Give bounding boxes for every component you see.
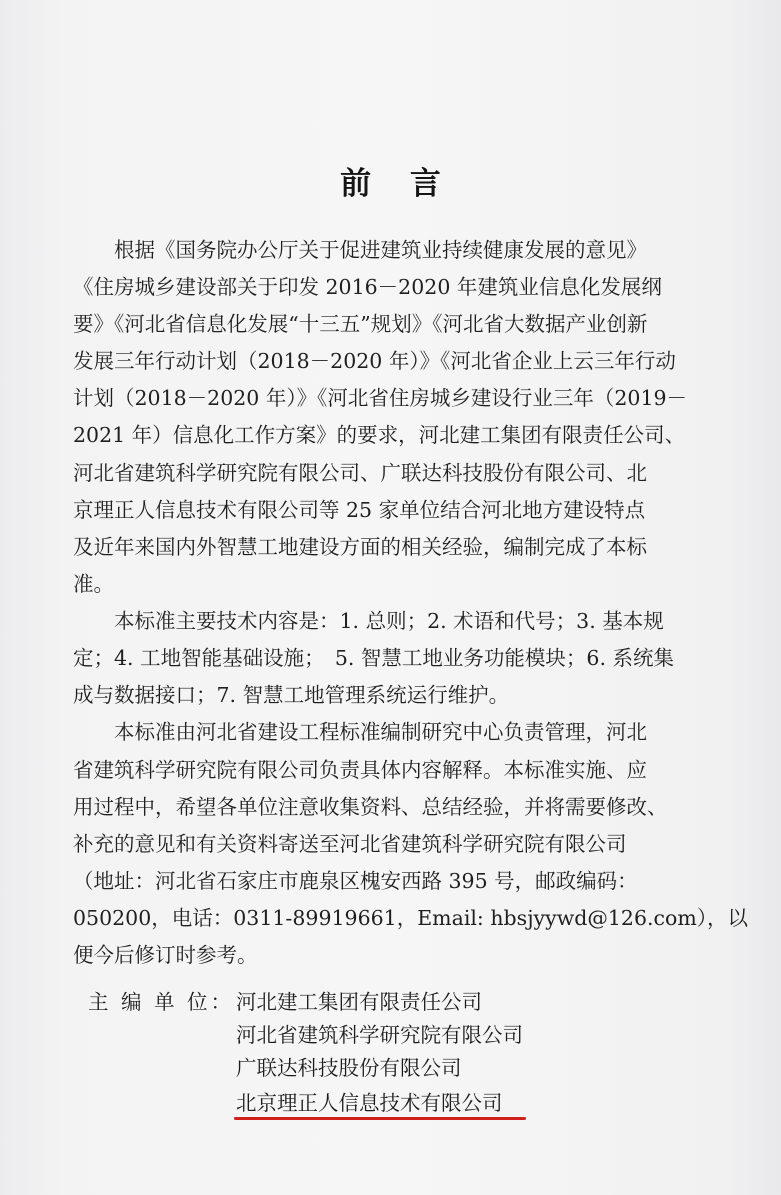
text-line: 2021 年）信息化工作方案》的要求，河北建工集团有限责任公司、 xyxy=(73,423,686,447)
text-line: 定；4. 工地智能基础设施； 5. 智慧工地业务功能模块；6. 系统集 xyxy=(73,646,674,670)
text-line: 准。 xyxy=(73,572,114,596)
page-title: 前 言 xyxy=(340,166,455,202)
text-line: 省建筑科学研究院有限公司负责具体内容解释。本标准实施、应 xyxy=(73,758,647,782)
text-line: 补充的意见和有关资料寄送至河北省建筑科学研究院有限公司 xyxy=(73,832,627,856)
chief-editor-label: 主 编 单 位： xyxy=(88,990,235,1014)
text-line: 计划（2018－2020 年）》《河北省住房城乡建设行业三年（2019－ xyxy=(73,386,688,410)
text-line: 要》《河北省信息化发展“十三五”规划》《河北省大数据产业创新 xyxy=(73,312,648,336)
text-line: 本标准主要技术内容是：1. 总则；2. 术语和代号；3. 基本规 xyxy=(73,609,664,633)
text-line: 京理正人信息技术有限公司等 25 家单位结合河北地方建设特点 xyxy=(73,498,646,522)
text-line: 050200，电话：0311-89919661，Email: hbsjyywd@126.com），以 xyxy=(73,906,749,930)
chief-editor-unit: 广联达科技股份有限公司 xyxy=(236,1056,462,1080)
text-line: 及近年来国内外智慧工地建设方面的相关经验，编制完成了本标 xyxy=(73,535,647,559)
red-underline-highlight xyxy=(234,1117,526,1120)
text-line: 便今后修订时参考。 xyxy=(73,943,258,967)
chief-editor-unit: 河北省建筑科学研究院有限公司 xyxy=(236,1023,523,1047)
text-line: 河北省建筑科学研究院有限公司、广联达科技股份有限公司、北 xyxy=(73,461,647,485)
text-line: 成与数据接口；7. 智慧工地管理系统运行维护。 xyxy=(73,683,510,707)
text-line: 用过程中，希望各单位注意收集资料、总结经验，并将需要修改、 xyxy=(73,795,668,819)
text-line: 本标准由河北省建设工程标准编制研究中心负责管理，河北 xyxy=(73,720,647,744)
text-line: （地址：河北省石家庄市鹿泉区槐安西路 395 号，邮政编码： xyxy=(73,869,638,893)
text-line: 发展三年行动计划（2018－2020 年）》《河北省企业上云三年行动 xyxy=(73,349,676,373)
chief-editor-unit-highlighted: 北京理正人信息技术有限公司 xyxy=(236,1091,503,1115)
chief-editor-unit: 河北建工集团有限责任公司 xyxy=(236,990,482,1014)
text-line: 《住房城乡建设部关于印发 2016－2020 年建筑业信息化发展纲 xyxy=(73,275,662,299)
text-line: 根据《国务院办公厅关于促进建筑业持续健康发展的意见》 xyxy=(73,238,647,262)
